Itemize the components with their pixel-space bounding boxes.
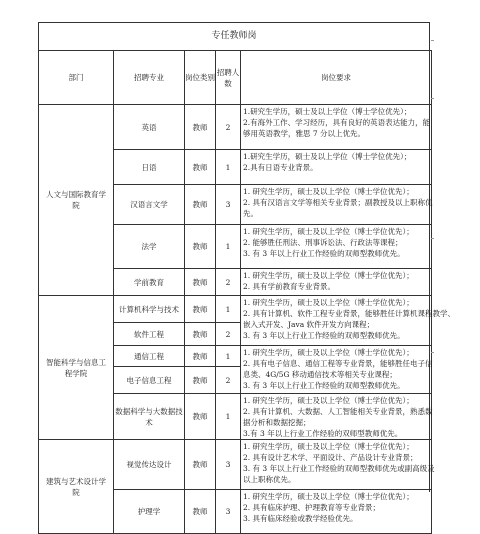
table-row (39, 440, 432, 490)
count-cell: 3 (216, 490, 241, 534)
req-line: 1. 研究生学历，硕士及以上学位（博士学位优先）； (243, 348, 414, 357)
dept-humanities: 人文与国际教育学院 (39, 105, 114, 296)
requirements-cell (241, 440, 435, 490)
req-line: 2. 具有电子信息、通信工程等专业背景，能够胜任电子信 (243, 359, 433, 368)
req-line: 3. 具有临床经验或教学经验优先。 (243, 514, 358, 523)
requirements-cell (241, 105, 432, 150)
table-row (39, 105, 432, 150)
req-line: 嵌入式开发、Java 软件开发方向课程； (243, 320, 375, 329)
req-line: 1.研究生学历，硕士及以上学位（博士学位优先）； (243, 152, 412, 161)
req-line: 2. 具有学前教育专业背景。 (243, 282, 336, 291)
job-table-sheet (38, 22, 456, 523)
category-cell: 教师 (185, 394, 216, 440)
major-cell: 软件工程 (114, 323, 185, 346)
req-line: 息类、4G/5G 移动通信技术等相关专业课程； (243, 370, 397, 379)
header-count: 招聘人数 (216, 51, 241, 105)
req-line: 1. 研究生学历，硕士及以上学位（博士学位优先）； (243, 227, 414, 236)
req-line: 以上职称优先。 (243, 475, 296, 484)
req-line: 1. 研究生学历，硕士及以上学位（博士学位优先）； (243, 442, 414, 451)
requirements-cell (241, 225, 432, 269)
requirements-cell (241, 185, 432, 225)
count-cell: 2 (216, 105, 241, 150)
major-cell: 法学 (114, 225, 185, 269)
major-cell: 电子信息工程 (114, 367, 185, 394)
major-cell: 英语 (114, 105, 185, 150)
req-line: 1. 研究生学历，硕士及以上学位（博士学位优先）； (243, 396, 414, 405)
category-cell: 教师 (185, 269, 216, 296)
category-cell: 教师 (185, 323, 216, 346)
count-cell: 2 (216, 323, 241, 346)
req-line: 3. 有 3 年以上行业工作经验的双师型教师优先。 (243, 249, 405, 258)
header-category: 岗位类别 (185, 51, 216, 105)
major-cell: 计算机科学与技术 (114, 296, 185, 323)
table-row (39, 296, 432, 323)
header-row (39, 51, 432, 105)
major-cell: 通信工程 (114, 346, 185, 367)
requirements-cell (241, 150, 432, 185)
category-cell: 教师 (185, 346, 216, 367)
count-cell: 2 (216, 367, 241, 394)
edge-tick (431, 40, 434, 41)
requirements-cell (241, 394, 432, 440)
header-requirements: 岗位要求 (241, 51, 432, 105)
req-line: 2. 具有汉语言文学等相关专业背景；副教授及以上职称优 (243, 198, 433, 207)
major-cell: 汉语言文学 (114, 185, 185, 225)
count-cell: 2 (216, 269, 241, 296)
count-cell: 1 (216, 150, 241, 185)
header-dept: 部门 (39, 51, 114, 105)
count-cell: 3 (216, 185, 241, 225)
major-cell: 日语 (114, 150, 185, 185)
count-cell: 1 (216, 225, 241, 269)
count-cell: 1 (216, 296, 241, 323)
req-line: 3. 有 3 年以上行业工作经验的双师型教师优先。 (243, 331, 405, 340)
count-cell: 1 (216, 346, 241, 367)
req-line: 2. 能够胜任刑法、刑事诉讼法、行政法等课程； (243, 238, 403, 247)
category-cell: 教师 (185, 367, 216, 394)
req-line: 先。 (243, 209, 258, 218)
category-cell: 教师 (185, 440, 216, 490)
major-cell: 视觉传达设计 (114, 440, 185, 490)
req-line: 1.研究生学历，硕士及以上学位（博士学位优先）； (243, 107, 412, 116)
req-line: 1. 研究生学历，硕士及以上学位（博士学位优先）； (243, 298, 414, 307)
requirements-cell (241, 296, 456, 346)
req-line: 2. 具有临床护理、护理教育等专业背景； (243, 503, 381, 512)
req-line: 1. 研究生学历，硕士及以上学位（博士学位优先）； (243, 187, 414, 196)
req-line: 2. 具有计算机、大数据、人工智能相关专业背景，熟悉数 (243, 407, 433, 416)
edge-tick (431, 98, 434, 99)
category-cell: 教师 (185, 225, 216, 269)
dept-it: 智能科学与信息工程学院 (39, 296, 114, 440)
requirements-cell (241, 490, 432, 534)
req-line: 2.具有日语专业背景。 (243, 163, 318, 172)
edge-tick (431, 238, 434, 239)
req-line: 2. 具有计算机、软件工程专业背景，能够胜任计算机课程教学、 (243, 309, 456, 318)
req-line: 据分析和数据挖掘； (243, 418, 311, 427)
category-cell: 教师 (185, 296, 216, 323)
req-line: 1. 研究生学历，硕士及以上学位（博士学位优先）； (243, 271, 414, 280)
count-cell: 1 (216, 394, 241, 440)
table-title: 专任教师岗 (39, 23, 429, 51)
req-line: 1. 研究生学历，硕士及以上学位（博士学位优先）； (243, 492, 414, 501)
major-cell: 数据科学与大数据技术 (114, 394, 185, 440)
job-table (38, 50, 456, 534)
req-line: 2.有海外工作、学习经历，具有良好的英语表达能力，能 (243, 118, 431, 127)
requirements-cell (241, 269, 432, 296)
req-line: 3.有 3 年以上行业工作经验的双师型教师优先。 (243, 429, 403, 438)
count-cell: 3 (216, 440, 241, 490)
category-cell: 教师 (185, 185, 216, 225)
req-line: 3. 有 3 年以上行业工作经验的双师型教师优先或副高级及 (243, 464, 435, 473)
req-line: 2. 具有设计艺术学、平面设计、产品设计专业背景； (243, 453, 418, 462)
req-line: 3. 有 3 年以上行业工作经验的双师型教师优先。 (243, 381, 405, 390)
header-major: 招聘专业 (114, 51, 185, 105)
major-cell: 护理学 (114, 490, 185, 534)
requirements-cell (241, 346, 432, 394)
category-cell: 教师 (185, 490, 216, 534)
category-cell: 教师 (185, 105, 216, 150)
major-cell: 学前教育 (114, 269, 185, 296)
category-cell: 教师 (185, 150, 216, 185)
edge-tick (431, 352, 434, 353)
req-line: 够用英语教学，雅思 7 分以上优先。 (243, 129, 366, 138)
dept-arch: 建筑与艺术设计学院 (39, 440, 114, 534)
